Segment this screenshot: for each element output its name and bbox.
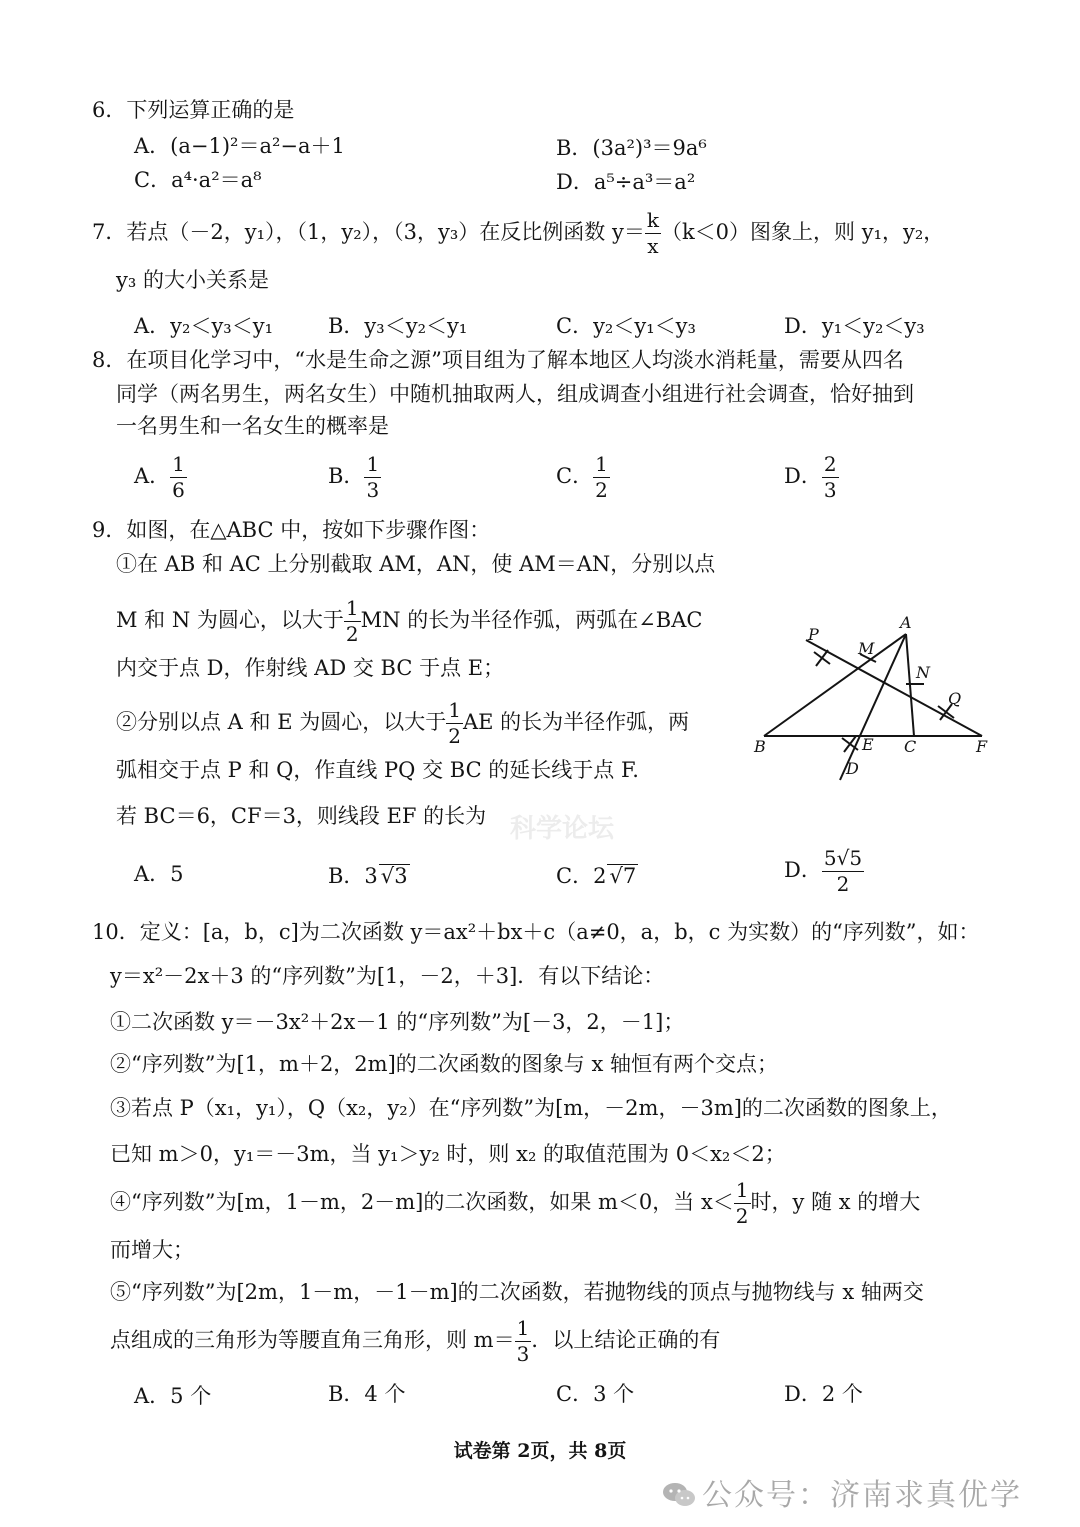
q9-line2: ①在 AB 和 AC 上分别截取 AM，AN，使 AM＝AN，分别以点 (116, 552, 716, 576)
q6-option-c: C．a⁴·a²＝a⁸ (134, 168, 262, 192)
q8-c-num: 1 (595, 452, 608, 476)
q10-line6: 已知 m＞0，y₁＝－3m，当 y₁＞y₂ 时，则 x₂ 的取值范围为 0＜x₂＜2； (110, 1142, 786, 1166)
q8-line3: 一名男生和一名女生的概率是 (116, 414, 389, 438)
q7-option-a: A．y₂＜y₃＜y₁ (134, 314, 274, 338)
q8-b-num: 1 (366, 452, 380, 476)
q9-line4: 内交于点 D，作射线 AD 交 BC 于点 E； (116, 656, 505, 680)
q10-line2: y＝x²－2x＋3 的“序列数”为[1，－2，＋3]．有以下结论： (110, 964, 665, 988)
q7-frac-den: x (647, 234, 659, 258)
q9-line7: 若 BC＝6，CF＝3，则线段 EF 的长为 (116, 804, 487, 828)
q8-option-d-frac (822, 454, 839, 501)
q9-d-den: 2 (836, 872, 850, 896)
label-n: N (916, 663, 930, 682)
q9-line3-frac (344, 598, 361, 645)
q10-option-a: A．5 个 (134, 1384, 212, 1408)
q7-stem-line1 (92, 210, 944, 257)
q10-line7-den: 2 (735, 1204, 749, 1228)
q7-fraction (645, 210, 661, 257)
q9-line5-before: ②分别以点 A 和 E 为圆心，以大于 (116, 710, 447, 734)
q6-option-d: D．a⁵÷a³＝a² (556, 170, 696, 194)
q7-option-d: D．y₁＜y₂＜y₃ (784, 314, 925, 338)
q10-line3: ①二次函数 y＝－3x²＋2x－1 的“序列数”为[－3，2，－1]； (110, 1010, 685, 1034)
q9-line3-after: MN 的长为半径作弧，两弧在∠BAC (360, 608, 703, 632)
q10-line7 (110, 1180, 920, 1227)
q10-option-d: D．2 个 (784, 1382, 863, 1406)
q9-line3-num: 1 (345, 596, 359, 620)
q10-line7-after: 时，y 随 x 的增大 (750, 1190, 921, 1214)
q9-option-a: A．5 (134, 862, 184, 886)
q7-stem-line2: y₃ 的大小关系是 (116, 268, 269, 292)
q8-d-num: 2 (823, 452, 837, 476)
q9-option-b (328, 864, 410, 888)
label-p: P (808, 625, 819, 644)
q9-option-c-label: C．2 (556, 864, 607, 888)
q10-line9: ⑤“序列数”为[2m，1－m，－1－m]的二次函数，若抛物线的顶点与抛物线与 x 轴两交 (110, 1280, 924, 1304)
q8-b-den: 3 (366, 478, 380, 502)
q10-line1: 10．定义：[a，b，c]为二次函数 y＝ax²＋bx＋c（a≠0，a，b，c 为实数）的“序列数”，如： (92, 920, 980, 944)
q8-option-a (134, 454, 187, 501)
q10-line7-before: ④“序列数”为[m，1－m，2－m]的二次函数，如果 m＜0，当 x＜ (110, 1190, 734, 1214)
q8-option-c (556, 454, 610, 501)
q9-option-d-frac (822, 848, 864, 895)
q6-option-a: A．(a−1)²＝a²−a＋1 (134, 134, 345, 158)
label-e: E (862, 735, 874, 754)
q8-option-b (328, 454, 381, 501)
q9-d-num: 5√5 (823, 846, 863, 870)
q9-line5-frac (446, 700, 463, 747)
q9-line5-den: 2 (448, 724, 461, 748)
q8-option-a-label: A． (134, 464, 171, 488)
q8-a-num: 1 (172, 452, 185, 476)
q10-line5: ③若点 P（x₁，y₁），Q（x₂，y₂）在“序列数”为[m，－2m，－3m]的二次函数的图象上， (110, 1096, 952, 1120)
q8-option-b-label: B． (328, 464, 365, 488)
q9-line3-den: 2 (345, 622, 359, 646)
q9-line6: 弧相交于点 P 和 Q，作直线 PQ 交 BC 的延长线于点 F. (116, 758, 639, 782)
q9-option-b-radicand: 3 (394, 864, 408, 888)
label-d: D (846, 759, 859, 778)
q9-geometry-figure (748, 612, 1008, 782)
q8-option-c-frac (593, 454, 610, 501)
q8-option-d-label: D． (784, 464, 822, 488)
label-c: C (904, 737, 917, 756)
q9-option-d-label: D． (784, 858, 822, 882)
q10-line4: ②“序列数”为[1，m＋2，2m]的二次函数的图象与 x 轴恒有两个交点； (110, 1052, 778, 1076)
side-ab (764, 634, 906, 736)
label-m: M (858, 639, 875, 658)
q8-c-den: 2 (595, 478, 608, 502)
q8-line2: 同学（两名男生，两名女生）中随机抽取两人，组成调查小组进行社会调查，恰好抽到 (116, 382, 914, 406)
faint-background-text: 科学论坛 (510, 814, 615, 844)
page-footer: 试卷第 2页，共 8页 (453, 1440, 627, 1462)
q7-stem-after: （k＜0）图象上，则 y₁，y₂， (660, 220, 945, 244)
q9-option-b-label: B．3 (328, 864, 378, 888)
q9-option-d (784, 848, 864, 895)
q7-stem-before: 7．若点（－2，y₁），（1，y₂），（3，y₃）在反比例函数 y＝ (92, 220, 645, 244)
q7-option-b: B．y₃＜y₂＜y₁ (328, 314, 468, 338)
q10-line7-num: 1 (735, 1178, 749, 1202)
q9-option-c (556, 864, 638, 888)
q8-a-den: 6 (172, 478, 185, 502)
q8-d-den: 3 (823, 478, 837, 502)
watermark (662, 1470, 1022, 1514)
q10-line10-den: 3 (516, 1342, 530, 1366)
wechat-icon (662, 1481, 696, 1509)
watermark-text: 公众号：济南求真优学 (702, 1478, 1022, 1513)
q9-line1: 9．如图，在△ABC 中，按如下步骤作图： (92, 518, 491, 542)
q9-option-b-radical: √3 (380, 864, 408, 888)
q10-line7-frac (734, 1180, 751, 1227)
q6-option-b: B．(3a²)³＝9a⁶ (556, 136, 707, 160)
label-q: Q (948, 689, 962, 708)
q10-line8: 而增大； (110, 1238, 194, 1262)
label-f: F (976, 737, 988, 756)
label-b: B (754, 737, 766, 756)
q9-line3 (116, 598, 702, 645)
q9-option-c-radicand: 7 (622, 864, 637, 888)
q8-option-a-frac (170, 454, 187, 501)
q9-option-c-radical: √7 (609, 864, 637, 888)
q9-line3-before: M 和 N 为圆心，以大于 (116, 608, 344, 632)
q10-line10-num: 1 (516, 1316, 530, 1340)
q8-option-d (784, 454, 839, 501)
q7-frac-num: k (646, 208, 659, 232)
label-a: A (900, 613, 912, 632)
q10-option-b: B．4 个 (328, 1382, 406, 1406)
q8-option-b-frac (364, 454, 381, 501)
q9-d-num-coef: 5 (823, 846, 837, 870)
q10-line10 (110, 1318, 720, 1365)
q8-line1: 8．在项目化学习中，“水是生命之源”项目组为了解本地区人均淡水消耗量，需要从四名 (92, 348, 904, 372)
q9-d-num-radicand: 5 (849, 846, 863, 870)
q9-line5 (116, 700, 689, 747)
q7-option-c: C．y₂＜y₁＜y₃ (556, 314, 696, 338)
q10-line10-frac (515, 1318, 532, 1365)
q10-line10-before: 点组成的三角形为等腰直角三角形，则 m＝ (110, 1328, 515, 1352)
q10-option-c: C．3 个 (556, 1382, 635, 1406)
q6-stem: 6．下列运算正确的是 (92, 98, 295, 122)
q9-line5-after: AE 的长为半径作弧，两 (462, 710, 690, 734)
q9-line5-num: 1 (448, 698, 461, 722)
q8-option-c-label: C． (556, 464, 594, 488)
q10-line10-after: ．以上结论正确的有 (531, 1328, 721, 1352)
